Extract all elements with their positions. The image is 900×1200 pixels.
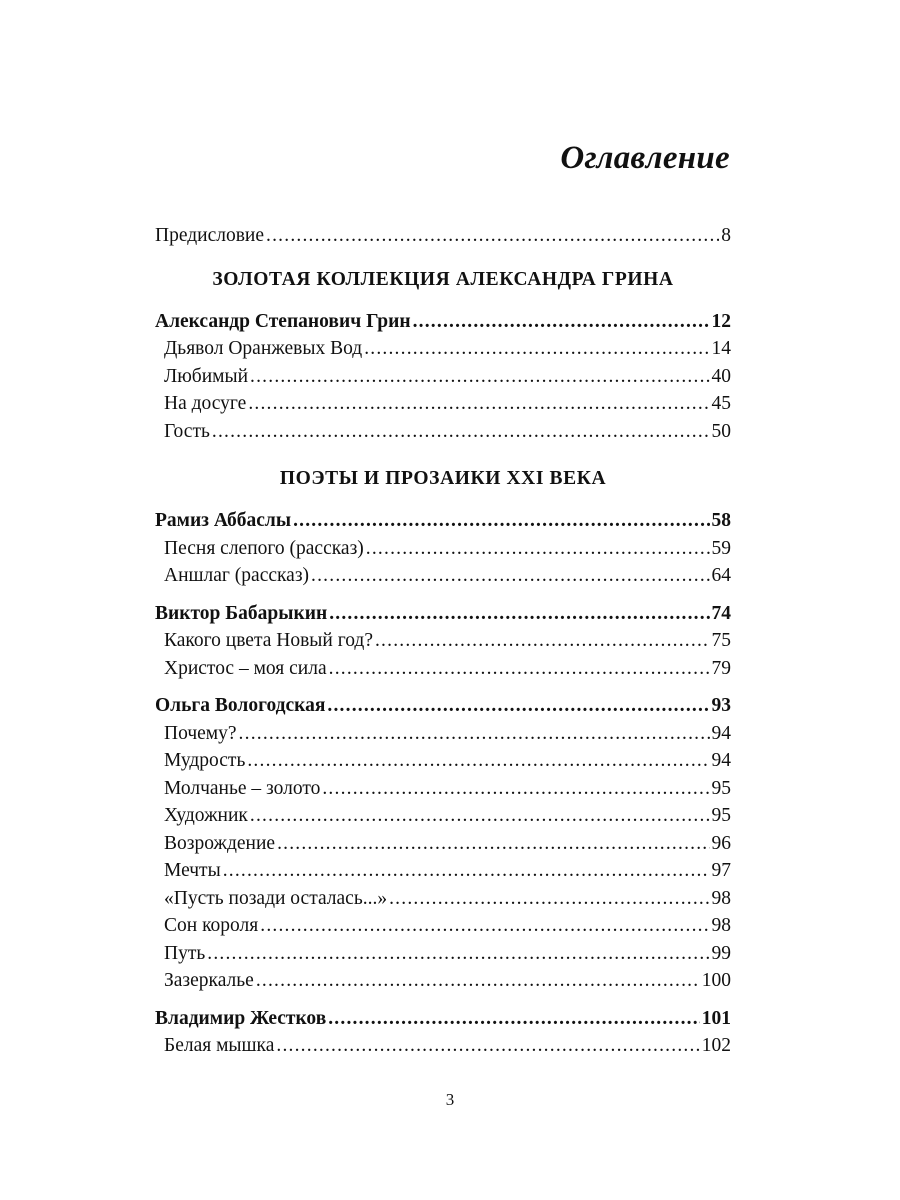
work-title: Белая мышка: [164, 1035, 275, 1056]
toc-entry-work: [155, 857, 731, 885]
work-title: Путь: [164, 942, 206, 964]
toc-entry-work: [155, 1032, 731, 1060]
dot-leader: [375, 627, 710, 655]
toc-entry-author: [155, 308, 731, 336]
toc-entry-author: [155, 692, 731, 720]
dot-leader: [239, 720, 710, 748]
dot-leader: [248, 390, 709, 418]
entry-title: Предисловие: [155, 225, 265, 246]
toc-entry-work: [155, 720, 731, 748]
toc-entry-work: [155, 830, 731, 858]
author-name: Владимир Жестков: [155, 1007, 327, 1029]
dot-leader: [322, 775, 709, 803]
entry-page: 94: [711, 750, 731, 771]
author-name: Рамиз Аббаслы: [155, 510, 292, 531]
dot-leader: [389, 885, 709, 913]
work-title: Возрождение: [164, 832, 276, 854]
dot-leader: [223, 857, 710, 885]
toc-entry-work: [155, 655, 731, 683]
dot-leader: [247, 747, 709, 775]
dot-leader: [250, 363, 709, 391]
entry-page: 97: [711, 860, 731, 881]
entry-page: 14: [711, 338, 731, 359]
entry-page: 74: [711, 602, 731, 624]
work-title: Зазеркалье: [164, 970, 254, 991]
dot-leader: [277, 830, 709, 858]
toc-entry-work: [155, 363, 731, 391]
entry-page: 58: [711, 510, 731, 531]
work-title: Любимый: [164, 365, 249, 387]
dot-leader: [328, 1005, 700, 1033]
work-title: Художник: [164, 805, 248, 826]
toc-entry-author: [155, 507, 731, 535]
author-name: Александр Степанович Грин: [155, 310, 411, 332]
page-number: 3: [445, 1090, 455, 1109]
entry-page: 98: [711, 915, 731, 936]
entry-page: 75: [711, 630, 731, 651]
work-title: Сон короля: [164, 915, 259, 936]
entry-page: 102: [701, 1035, 731, 1056]
work-title: Какого цвета Новый год?: [164, 630, 373, 651]
entry-page: 98: [711, 887, 731, 909]
toc-entry-work: [155, 912, 731, 940]
entry-page: 8: [721, 225, 731, 246]
dot-leader: [329, 600, 709, 628]
entry-page: 64: [711, 565, 731, 586]
dot-leader: [364, 335, 709, 363]
toc-entry-work: [155, 535, 731, 563]
entry-page: 100: [701, 970, 731, 991]
toc-entry-work: [155, 418, 731, 446]
entry-page: 59: [711, 537, 731, 559]
entry-page: 79: [711, 657, 731, 679]
entry-page: 101: [701, 1007, 731, 1029]
work-title: Почему?: [164, 722, 237, 744]
entry-page: 94: [711, 722, 731, 744]
work-title: «Пусть позади осталась...»: [164, 887, 388, 909]
toc-entry-work: [155, 627, 731, 655]
toc-entry-work: [155, 967, 731, 995]
toc-entry-work: [155, 775, 731, 803]
entry-page: 96: [711, 832, 731, 854]
dot-leader: [293, 507, 709, 535]
entry-page: 40: [711, 365, 731, 387]
entry-page: 95: [711, 777, 731, 799]
toc-entry-work: [155, 885, 731, 913]
dot-leader: [260, 912, 709, 940]
dot-leader: [207, 940, 709, 968]
work-title: Гость: [164, 420, 210, 442]
work-title: Молчанье – золото: [164, 777, 321, 799]
page-title: Оглавление: [560, 140, 730, 176]
author-name: Ольга Вологодская: [155, 695, 326, 716]
section-heading: ЗОЛОТАЯ КОЛЛЕКЦИЯ АЛЕКСАНДРА ГРИНА: [212, 268, 674, 290]
entry-page: 45: [711, 393, 731, 414]
toc-entry-preface: [155, 222, 731, 250]
work-title: Мечты: [164, 860, 221, 881]
dot-leader: [266, 222, 719, 250]
work-title: Христос – моя сила: [164, 657, 327, 679]
section-heading: ПОЭТЫ И ПРОЗАИКИ XXI ВЕКА: [279, 468, 607, 489]
toc-entry-author: [155, 1005, 731, 1033]
toc-entry-work: [155, 940, 731, 968]
dot-leader: [256, 967, 700, 995]
toc-entry-work: [155, 747, 731, 775]
dot-leader: [327, 692, 709, 720]
entry-page: 93: [711, 695, 731, 716]
author-name: Виктор Бабарыкин: [155, 602, 328, 624]
dot-leader: [329, 655, 710, 683]
work-title: Дьявол Оранжевых Вод: [164, 338, 363, 359]
entry-page: 12: [711, 310, 731, 332]
toc-entry-work: [155, 562, 731, 590]
table-of-contents: [155, 222, 731, 1060]
work-title: Песня слепого (рассказ): [164, 537, 364, 559]
dot-leader: [413, 308, 710, 336]
entry-page: 50: [711, 420, 731, 442]
work-title: Аншлаг (рассказ): [164, 565, 310, 586]
dot-leader: [366, 535, 710, 563]
dot-leader: [311, 562, 709, 590]
toc-entry-author: [155, 600, 731, 628]
toc-entry-work: [155, 390, 731, 418]
toc-entry-work: [155, 802, 731, 830]
work-title: На досуге: [164, 393, 247, 414]
dot-leader: [276, 1032, 699, 1060]
dot-leader: [250, 802, 710, 830]
work-title: Мудрость: [164, 750, 246, 771]
entry-page: 99: [711, 942, 731, 964]
entry-page: 95: [711, 805, 731, 826]
dot-leader: [212, 418, 710, 446]
toc-entry-work: [155, 335, 731, 363]
